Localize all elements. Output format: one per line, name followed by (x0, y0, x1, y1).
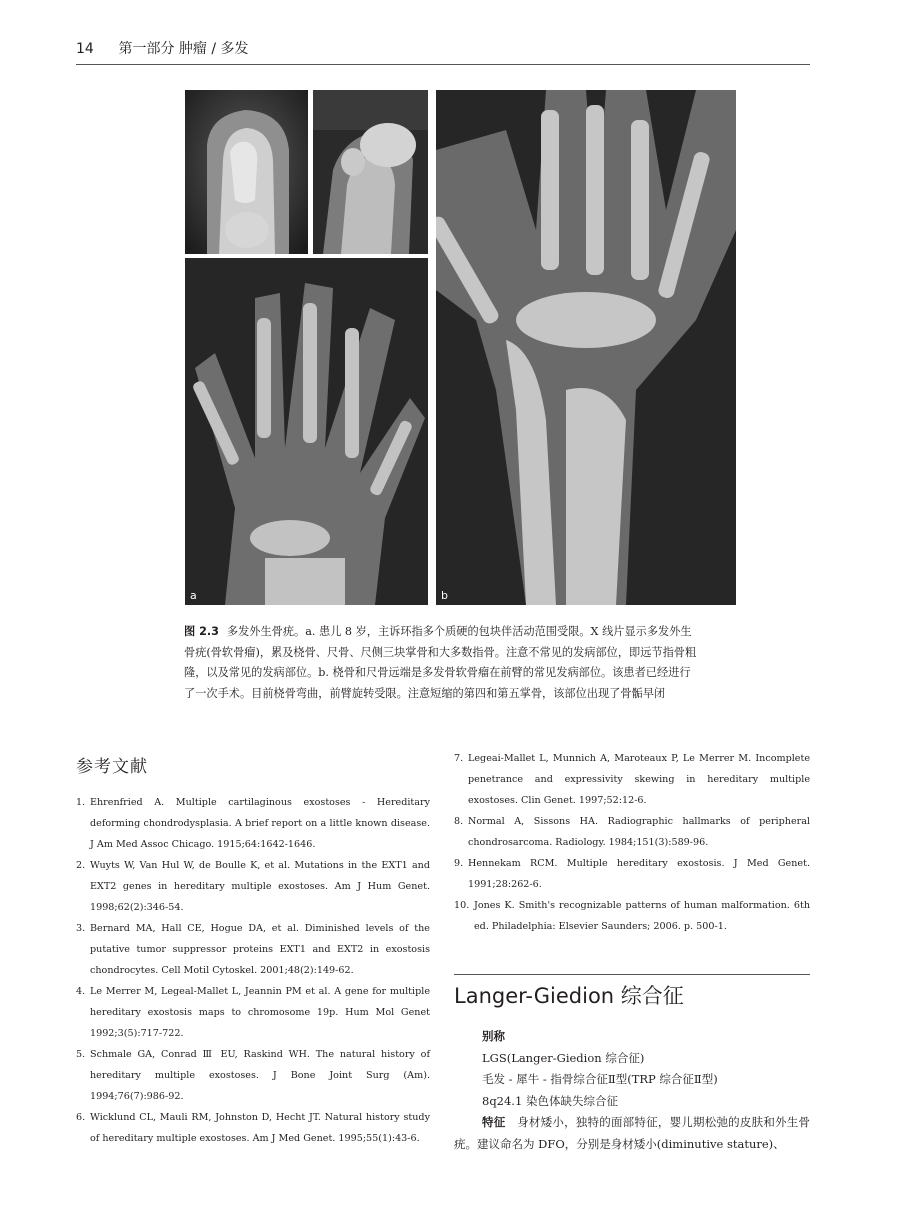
figure-number: 图 2.3 (184, 625, 219, 638)
reference-item: 1. Ehrenfried A. Multiple cartilaginous exostoses - Hereditary deforming chondrodysplasia. A brief report on a little known disease. J Am Med Assoc Chicago. 1915;64:1642-1646. (76, 797, 430, 850)
references-left-column (76, 792, 430, 1149)
aliases-label: 别称 (482, 1029, 505, 1043)
xray-panel-finger (185, 90, 308, 254)
xray-panel-hand (185, 258, 428, 605)
reference-item: 5. Schmale GA, Conrad Ⅲ EU, Raskind WH. The natural history of hereditary multiple exostoses. J Bone Joint Surg (Am). 1994;76(7):986-92. (76, 1049, 430, 1102)
page-number: 14 (76, 41, 94, 57)
reference-item: 8. Normal A, Sissons HA. Radiographic hallmarks of peripheral chondrosarcoma. Radiology. 1984;151(3):589-96. (454, 816, 810, 848)
reference-item: 2. Wuyts W, Van Hul W, de Boulle K, et al. Mutations in the EXT1 and EXT2 genes in hereditary multiple exostoses. Am J Hum Genet. 1998;62(2):346-54. (76, 860, 430, 913)
features-paragraph (454, 1112, 810, 1155)
caption-line: 图 2.3 多发外生骨疣。a. 患儿 8 岁，主诉环指多个质硬的包块伴活动范围受限。X 线片显示多发外生 (184, 625, 692, 638)
reference-item: 6. Wicklund CL, Mauli RM, Johnston D, Hecht JT. Natural history study of hereditary multiple exostoses. Am J Med Genet. 1995;55(1):43-6. (76, 1112, 430, 1144)
features-text: 身材矮小，独特的面部特征，婴儿期松弛的皮肤和外生骨疣。建议命名为 DFO，分别是身材矮小(diminutive stature)、 (454, 1115, 811, 1151)
references-right-column (454, 748, 810, 937)
xray-hand-image (185, 258, 428, 605)
running-header (76, 38, 249, 58)
figure-caption (184, 622, 744, 704)
caption-line: 隆，以及常见的发病部位。b. 桡骨和尺骨远端是多发骨软骨瘤在前臂的常见发病部位。该患者已经进行 (184, 666, 691, 679)
xray-radius-image (313, 90, 428, 254)
alias-item: 8q24.1 染色体缺失综合征 (482, 1093, 618, 1108)
references-heading: 参考文献 (76, 757, 148, 777)
features-label: 特征 (482, 1115, 506, 1129)
reference-item: 7. Legeai-Mallet L, Munnich A, Maroteaux P, Le Merrer M. Incomplete penetrance and expressivity skewing in hereditary multiple exostoses. Clin Genet. 1997;52:12-6. (454, 753, 810, 806)
xray-finger-image (185, 90, 308, 254)
section-body (454, 1026, 810, 1155)
caption-line: 骨疣(骨软骨瘤)，累及桡骨、尺骨、尺侧三块掌骨和大多数指骨。注意不常见的发病部位，即远节指骨粗 (184, 645, 697, 659)
xray-panel-wrist (436, 90, 736, 605)
xray-panel-radius (313, 90, 428, 254)
header-rule (76, 64, 810, 65)
alias-item: LGS(Langer-Giedion 综合征) (482, 1050, 645, 1065)
running-section-title: 第一部分 肿瘤 / 多发 (118, 41, 249, 57)
panel-label-b: b (441, 589, 448, 602)
reference-item: 10. Jones K. Smith's recognizable patterns of human malformation. 6th ed. Philadelphia: Elsevier Saunders; 2006. p. 500-1. (454, 900, 810, 932)
reference-item: 4. Le Merrer M, Legeal-Mallet L, Jeannin PM et al. A gene for multiple hereditary exostosis maps to chromosome 19p. Hum Mol Genet 1992;3(5):717-722. (76, 986, 430, 1039)
section-rule (454, 974, 810, 975)
caption-line: 了一次手术。目前桡骨弯曲，前臂旋转受限。注意短缩的第四和第五掌骨，该部位出现了骨骺早闭 (184, 686, 666, 700)
reference-item: 3. Bernard MA, Hall CE, Hogue DA, et al. Diminished levels of the putative tumor suppressor proteins EXT1 and EXT2 in exostosis chondrocytes. Cell Motil Cytoskel. 2001;48(2):149-62. (76, 923, 430, 976)
reference-item: 9. Hennekam RCM. Multiple hereditary exostosis. J Med Genet. 1991;28:262-6. (454, 858, 810, 890)
panel-label-a: a (190, 589, 197, 602)
xray-wrist-image (436, 90, 736, 605)
section-title: Langer-Giedion 综合征 (454, 984, 684, 1008)
alias-item: 毛发 - 犀牛 - 指骨综合征Ⅱ型(TRP 综合征Ⅱ型) (482, 1072, 718, 1086)
